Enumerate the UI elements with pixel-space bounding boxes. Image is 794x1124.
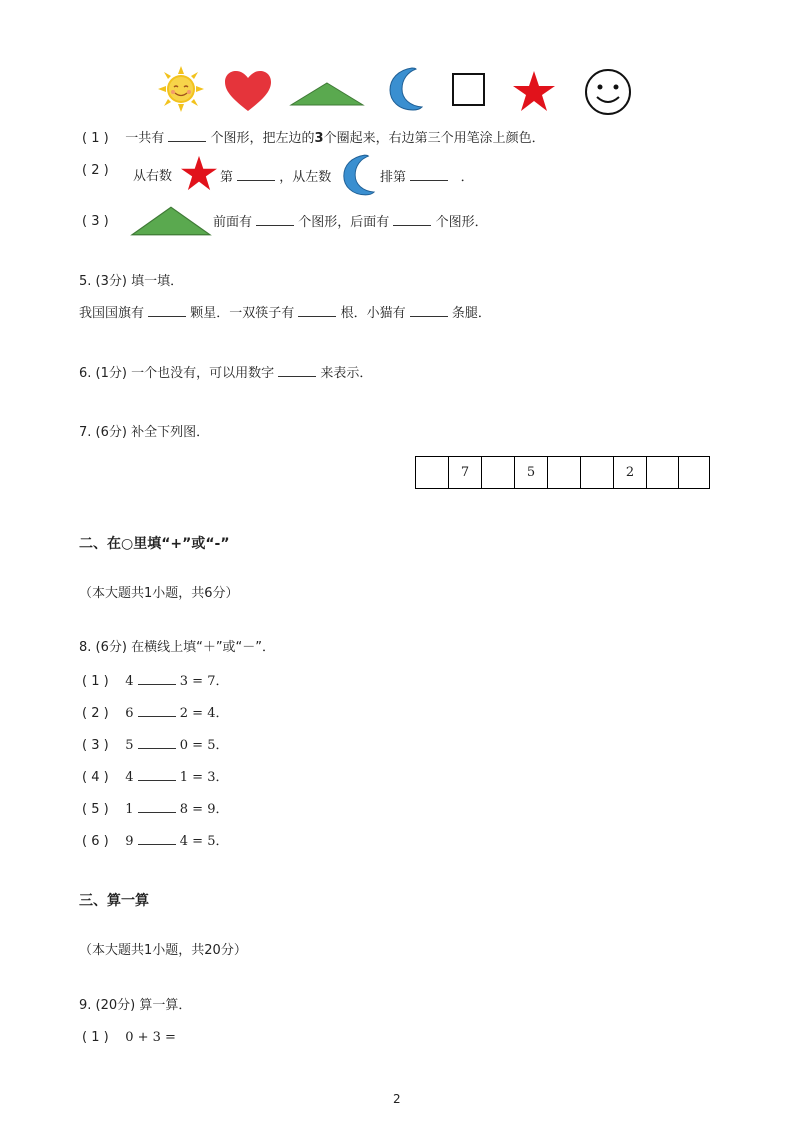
operand-rest: 0 = 5．	[179, 738, 229, 753]
operand-a: 4	[125, 674, 134, 689]
triangle-icon	[131, 206, 211, 236]
q9-item-1	[82, 1029, 176, 1047]
q4-p3-text-c: 个图形．	[435, 215, 488, 230]
q5-blank-2[interactable]	[298, 304, 336, 317]
section2-note: （本大题共1小题，共6分）	[79, 586, 239, 601]
expression: 0 + 3 =	[125, 1030, 176, 1045]
item-label: ( 2 )	[82, 706, 109, 721]
q4-p2-text-e: ．	[460, 170, 474, 185]
q5-text-c: 根．小猫有	[340, 306, 406, 321]
q6-line	[79, 364, 372, 383]
page-number: 2	[393, 1092, 401, 1106]
item-label: ( 4 )	[82, 770, 109, 785]
q5-blank-1[interactable]	[148, 304, 186, 317]
operator-blank[interactable]	[138, 704, 176, 717]
operand-a: 6	[125, 706, 134, 721]
operand-rest: 1 = 3．	[179, 770, 229, 785]
operand-a: 5	[125, 738, 134, 753]
q4-p1-text-a: 一共有	[125, 131, 165, 146]
section2-title: 二、在○里填“+”或“-”	[79, 536, 230, 552]
operand-rest: 3 = 7．	[179, 674, 229, 689]
q4-p3-label: ( 3 )	[82, 214, 109, 229]
q4-part3-text	[213, 213, 488, 232]
q4-part2-mid	[220, 168, 331, 187]
item-label: ( 3 )	[82, 738, 109, 753]
star-icon	[512, 70, 556, 112]
q8-item-1	[82, 672, 228, 691]
square-icon	[452, 73, 485, 106]
heart-icon	[224, 70, 272, 112]
moon-icon	[386, 66, 424, 112]
q8-item-4	[82, 768, 228, 787]
operand-a: 9	[125, 834, 134, 849]
operator-blank[interactable]	[138, 832, 176, 845]
item-label: ( 1 )	[82, 674, 109, 689]
q4-part1	[82, 129, 545, 148]
q4-p2-blank-1[interactable]	[237, 168, 275, 181]
section3-title: 三、算一算	[79, 893, 149, 909]
q4-p1-blank[interactable]	[168, 129, 206, 142]
q4-p1-text-c: 个圈起来，右边第三个用笔涂上颜色．	[323, 131, 545, 146]
q6-text-b: 来表示．	[320, 366, 373, 381]
q8-header: 8. (6分) 在横线上填“＋”或“－”．	[79, 640, 276, 655]
operand-a: 1	[125, 802, 134, 817]
q5-blank-3[interactable]	[410, 304, 448, 317]
q5-header: 5. (3分) 填一填．	[79, 274, 184, 289]
q8-item-6	[82, 832, 228, 851]
operand-rest: 2 = 4．	[179, 706, 229, 721]
operator-blank[interactable]	[138, 672, 176, 685]
operand-a: 4	[125, 770, 134, 785]
operator-blank[interactable]	[138, 736, 176, 749]
grid-cell[interactable]	[581, 457, 614, 488]
q9-header: 9. (20分) 算一算．	[79, 998, 192, 1013]
q8-item-5	[82, 800, 228, 819]
q6-header: 6. (1分) 一个也没有，可以用数字	[79, 366, 275, 381]
grid-cell[interactable]	[416, 457, 449, 488]
grid-cell[interactable]	[647, 457, 679, 488]
grid-cell: 2	[614, 457, 647, 488]
grid-cell: 7	[449, 457, 482, 488]
q8-item-3	[82, 736, 228, 755]
q5-text-d: 条腿．	[451, 306, 491, 321]
q4-p2-label: ( 2 )	[82, 163, 109, 178]
grid-cell[interactable]	[679, 457, 709, 488]
q4-p3-text-b: 个图形，后面有	[298, 215, 390, 230]
q6-blank[interactable]	[278, 364, 316, 377]
q4-p3-blank-1[interactable]	[256, 213, 294, 226]
q4-p2-text-d: 排第	[380, 170, 407, 185]
q4-p2-text-b: 第	[220, 170, 234, 185]
q4-part2-end	[380, 168, 474, 187]
item-label: ( 6 )	[82, 834, 109, 849]
q5-line	[79, 304, 491, 323]
q4-p2-blank-2[interactable]	[410, 168, 448, 181]
sun-icon	[158, 66, 204, 112]
operator-blank[interactable]	[138, 800, 176, 813]
item-label: ( 1 )	[82, 1030, 109, 1045]
operand-rest: 8 = 9．	[179, 802, 229, 817]
triangle-icon	[290, 82, 364, 106]
q8-item-2	[82, 704, 228, 723]
item-label: ( 5 )	[82, 802, 109, 817]
grid-cell[interactable]	[482, 457, 515, 488]
operand-rest: 4 = 5．	[179, 834, 229, 849]
q4-p1-label: ( 1 )	[82, 131, 109, 146]
star-icon	[180, 155, 218, 191]
q5-text-a: 我国国旗有	[79, 306, 145, 321]
operator-blank[interactable]	[138, 768, 176, 781]
q4-p2-text-c: ，从左数	[279, 170, 332, 185]
section3-note: （本大题共1小题，共20分）	[79, 943, 247, 958]
smiley-icon	[584, 68, 632, 116]
q4-p1-text-b: 个图形，把左边的	[210, 131, 315, 146]
moon-icon	[340, 152, 376, 198]
grid-cell: 5	[515, 457, 548, 488]
q7-number-grid	[415, 456, 710, 489]
q5-text-b: 颗星．一双筷子有	[190, 306, 295, 321]
q7-header: 7. (6分) 补全下列图．	[79, 425, 210, 440]
q4-p3-text-a: 前面有	[213, 215, 253, 230]
q4-p2-text-a: 从右数	[133, 169, 173, 184]
q4-p3-blank-2[interactable]	[393, 213, 431, 226]
q4-p1-bold-num: 3	[314, 131, 324, 146]
grid-cell[interactable]	[548, 457, 581, 488]
